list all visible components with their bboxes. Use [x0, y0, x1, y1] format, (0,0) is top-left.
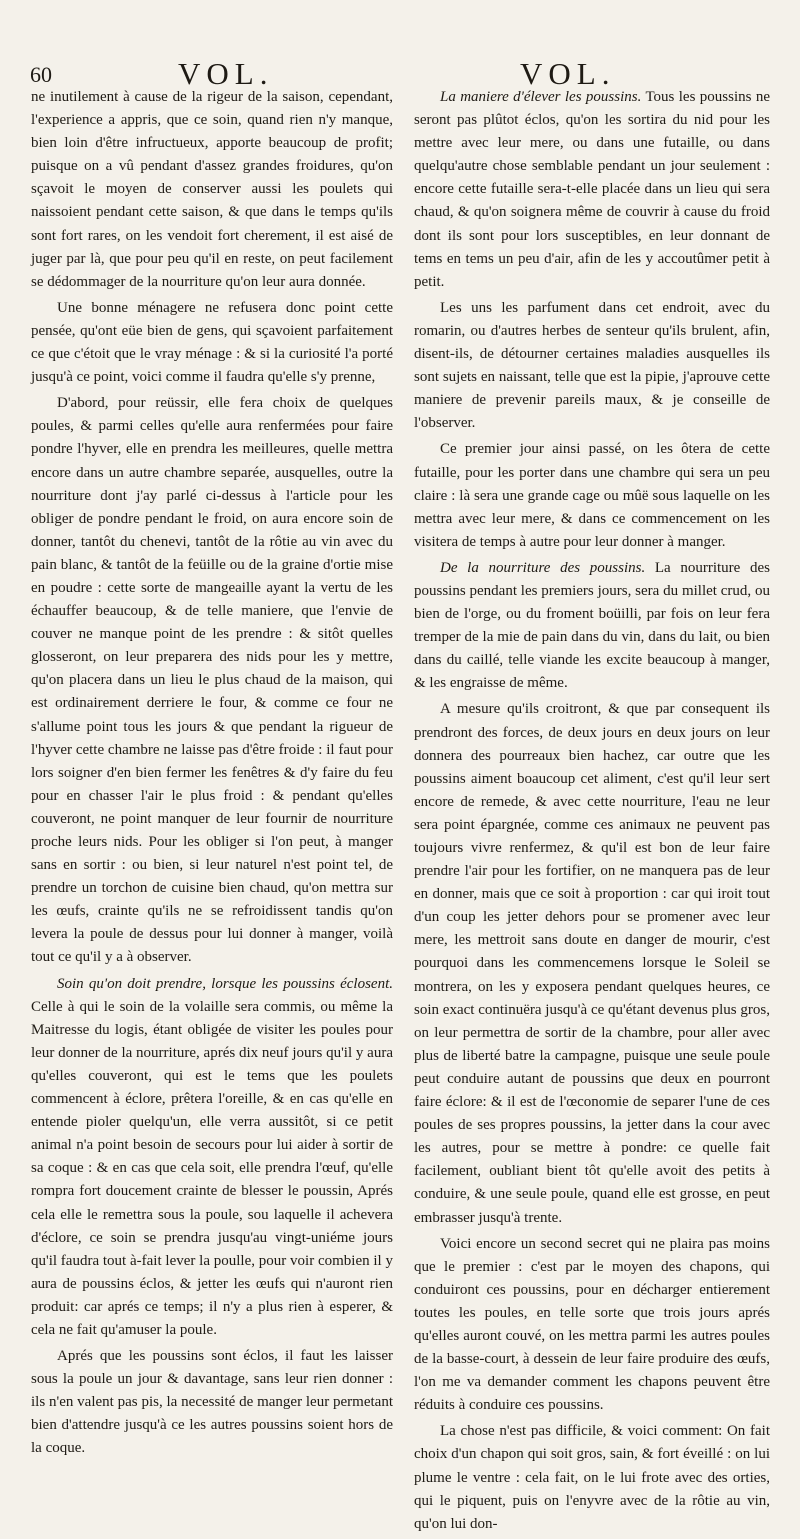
section-rubric: La maniere d'élever les poussins.: [440, 89, 642, 105]
page-number: 60: [30, 62, 52, 87]
paragraph: Ce premier jour ainsi passé, on les ôtera de cette futaille, pour les porter dans une chambre qui sera un peu claire : là sera une grande cage ou mûë sous laquelle on les mettra avec leur mere, & dans ce commencement on les visitera de temps à autre pour leur donner à manger.: [414, 441, 770, 550]
paragraph: Voici encore un second secret qui ne plaira pas moins que le premier : c'est par le moyen des chapons, qui conduiront ces poussins, pour en décharger entierement toutes les poules, en telle sorte que trois jours aprés qu'elles auront couvé, on les mettra parmi les autres poules de la basse-court, à dessein de leur faire produire des œufs, l'on me va demander comment les chapons peuvent être réduits à conduire ces poussins.: [414, 1235, 770, 1414]
paragraph-text: La nourriture des poussins pendant les premiers jours, sera du millet crud, ou bien de l'orge, ou du froment boüilli, par fois on leur fera tremper de la mie de pain dans du vin, dans du lait, ou bien dans du caillé, telle viande les excite beaucoup à manger, & les engraisse de même.: [414, 559, 770, 692]
paragraph-text: Celle à qui le soin de la volaille sera commis, ou même la Maitresse du logis, étant obligée de visiter les poules pour leur donner de la nourriture, aprés dix neuf jours qu'il y aura qu'elles couveront, qui est le tems que les poulets commencent à éclore, prêtera l'oreille, & en cas qu'elle en entende pioler quelqu'un, elle verra aussitôt, si ce petit animal n'a point besoin de secours pour lui aider à sortir de sa coque : & en cas que cela soit, elle prendra l'œuf, qu'elle rompra fort doucement crainte de blesser le poussin, Aprés cela elle le remettra sous la poule, sou laquelle il achevera d'éclore, ce soin se prendra jusqu'au vingt-uniéme jours qu'il faudra tout à-fait lever la poulle, pour voir combien il y aura de poussins éclos, & jetter les œufs qui n'auront rien produit: car aprés ce temps; il n'y a plus rien à esperer, & cela ne fait qu'amuser la poule.: [31, 998, 393, 1338]
running-head-left: VOL.: [178, 56, 274, 91]
right-column: [414, 86, 770, 1539]
paragraph: A mesure qu'ils croitront, & que par consequent ils prendront des forces, de deux jours en deux jours on leur donnera des pourreaux bien hachez, car outre que les poussins aiment boaucoup cet aliment, c'est qu'il leur sert encore de remede, & avec cette nourriture, l'eau ne leur sera point épargnée, comme ces animaux ne peuvent pas toujours vivre renfermez, & qu'il est bon de leur faire prendre l'air pour les fortifier, on ne manquera pas de leur en donner, mais que ce soit à proportion : car qui iroit tout d'un coup les jetter dehors pour se promener avec leur mere, les mettroit sans doute en danger de mourir, c'est pourquoi dans les commencemens lorsque le Soleil se montrera, on les y exposera pendant quelques heures, ce soin exact continuëra jusqu'à ce qu'étant devenus plus gros, on leur permettra de sortir de la chambre, pour aller avec plus de liberté batre la campagne, puisque une seule poule peut conduire autant de poussins que deux en pourront faire éclore: & il est de l'œconomie de separer l'une de ces poules de ses propres poussins, la jetter dans la cour avec les autres, pour se mettre à pondre: ce quelle fait facilement, oubliant bient tôt qu'elle avoit des petits à conduire, & une seule poule, quand elle est grosse, en peut embrasser jusqu'à trente.: [414, 701, 770, 1226]
paragraph: La chose n'est pas difficile, & voici comment: On fait choix d'un chapon qui soit gros, sain, & fort éveillé : on lui plume le ventre : cela fait, on le lui frote avec des orties, qui le piquent, puis on l'enyvre avec de la rôtie au vin, qu'on lui don-: [414, 1423, 770, 1532]
section-rubric: Soin qu'on doit prendre, lorsque les poussins éclosent.: [57, 975, 393, 992]
paragraph: Aprés que les poussins sont éclos, il faut les laisser sous la poule un jour & davantage, sans leur rien donner : ils n'en valent pas pis, la necessité de manger leur permetant bien d'attendre jusqu'à ce les autres poussins soient hors de la coque.: [31, 1348, 393, 1457]
paragraph: Une bonne ménagere ne refusera donc point cette pensée, qu'ont eüe bien de gens, qui sçavoient parfaitement ce que c'étoit que le vray ménage : & si la curiosité l'a porté jusqu'à ce point, voici comme il faudra qu'elle s'y prenne,: [31, 299, 393, 386]
running-head-right: VOL.: [520, 56, 616, 91]
paragraph: Les uns les parfument dans cet endroit, avec du romarin, ou d'autres herbes de senteur qu'ils brulent, afin, disent-ils, de détourner certaines maladies ausquelles ils sont sujets en naissant, telle que est la pipie, j'aprouve cette maniere de prevenir pareils maux, & je conseille de l'observer.: [414, 299, 770, 432]
left-column: [31, 86, 393, 1464]
paragraph: D'abord, pour reüssir, elle fera choix de quelques poules, & parmi celles qu'elle aura renfermées pour faire pondre l'hyver, elle en prendra les meilleures, quelle mettra encore dans un autre chambre separée, ausquelles, outre la nourriture dont j'ay parlé ci-dessus à l'article pour les obliger de pondre pendant le froid, on aura encore soin de donner, tantôt du chenevi, tantôt de la rôtie au vin avec du pain blanc, & tantôt de la feüille ou de la graine d'ortie mise en poudre : cette sorte de mangeaille ayant la vertu de les échauffer beaucoup, & de telle maniere, que l'envie de couver ne manque point de les prendre : & sitôt quelles glosseront, on leur preparera des nids pour les y mettre, qu'on placera dans un lieu le plus chaud de la maison, qui est ordinairement derriere le four, & comme ce four ne s'allume point tous les jours & que pendant la rigueur de l'hyver cette chambre ne laisse pas d'être froide : il faut pour lors soigner d'en bien fermer les fenêtres & d'y faire du feu pour en chasser l'air le plus froid : & pendant qu'elles couveront, ne point manquer de leur fournir de nourriture proche leurs nids. Pour les obliger si l'on peut, à manger sans en sortir : ou bien, si leur naturel n'est point tel, de prendre un torchon de cuisine bien chaud, qu'on mettra sur les œufs, crainte qu'ils ne se refroidissent tandis qu'on levera la poule de dessus pour lui donner à manger, voilà tout ce qu'il y a à observer.: [31, 395, 393, 966]
paragraph: [414, 86, 770, 294]
paragraph: ne inutilement à cause de la rigeur de la saison, cependant, l'experience a appris, que ce soin, quand rien n'y manque, bien loin d'être infructueux, apporte beaucoup de profit; puisque on a vû pendant d'assez grandes froidures, qu'on sçavoit le moyen de conserver aussi les poulets qui naissoient pendant cette saison, & que dans le temps qu'ils sont fort rares, on les vendoit fort cherement, il est aisé de juger par là, que pour peu qu'il en reste, on peut facilement se dédommager de la nourriture qu'on leur aura donnée.: [31, 89, 393, 290]
section-rubric: De la nourriture des poussins.: [440, 559, 646, 576]
paragraph: [414, 557, 770, 696]
paragraph-text: Tous les poussins ne seront pas plûtot éclos, qu'on les sortira du nid pour les mettre avec leur mere, ou dans une futaille, ou dans quelqu'autre chose semblable pendant un jour seulement : encore cette futaille sera-t-elle placée dans un lieu qui sera chaud, & qu'on soignera même de couvrir à cause du froid dont ils sont pour lors susceptibles, en leur donnant de tems en tems un peu d'air, afin de les y accoutûmer petit à petit.: [414, 89, 770, 290]
paragraph: [31, 973, 393, 1343]
